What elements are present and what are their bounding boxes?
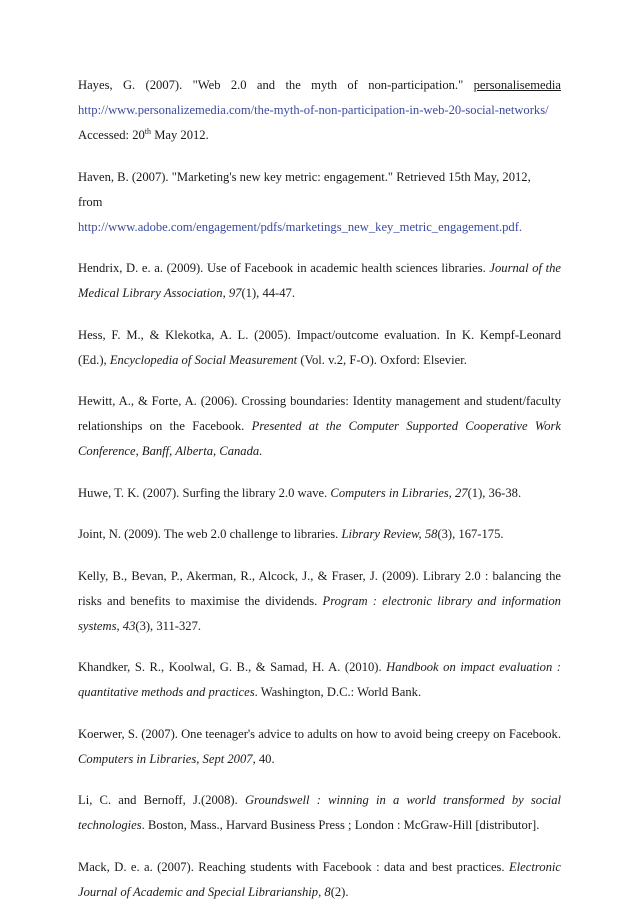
reference-details: (3), 167-175. bbox=[437, 527, 504, 541]
reference-hayes bbox=[78, 73, 561, 148]
reference-book: Groundswell : winning in a world transformed by social technologies bbox=[78, 793, 561, 832]
reference-text: Joint, N. (2009). The web 2.0 challenge to libraries. bbox=[78, 527, 339, 541]
reference-journal: Journal of the Medical Library Association, 97 bbox=[78, 261, 561, 300]
reference-hess bbox=[78, 323, 561, 373]
reference-details: . Washington, D.C.: World Bank. bbox=[254, 685, 422, 699]
reference-journal: Program : electronic library and information systems, 43 bbox=[78, 593, 561, 633]
reference-details: (1), 36-38. bbox=[467, 485, 522, 500]
reference-joint bbox=[78, 522, 561, 547]
reference-text: Haven, B. (2007). "Marketing's new key metric: engagement." Retrieved 15th May, 2012, bbox=[78, 169, 531, 184]
reference-text: Mack, D. e. a. (2007). Reaching students with Facebook : data and best practices. bbox=[78, 859, 505, 874]
reference-venue: Presented at the Computer Supported Cooperative Work Conference, Banff, Alberta, Canada. bbox=[78, 419, 561, 458]
reference-journal: Library Review, 58 bbox=[341, 527, 438, 541]
reference-url-link-cont[interactable]: networks/ bbox=[498, 103, 549, 117]
reference-url-link[interactable]: http://www.adobe.com/engagement/pdfs/marketings_new_key_metric_engagement.pdf. bbox=[78, 219, 523, 234]
reference-title: "Web 2.0 and the myth of non-participation." bbox=[192, 78, 464, 92]
reference-from: from bbox=[78, 194, 103, 209]
reference-journal: Electronic Journal of Academic and Special Librarianship, 8 bbox=[78, 859, 561, 899]
reference-koerwer bbox=[78, 722, 561, 772]
reference-text: Li, C. and Bernoff, J.(2008). bbox=[78, 793, 238, 807]
reference-accessed: Accessed: 20 bbox=[78, 128, 145, 142]
reference-site-link[interactable]: personalisemedia bbox=[473, 78, 562, 92]
reference-khandker bbox=[78, 655, 561, 705]
reference-text: Hendrix, D. e. a. (2009). Use of Facebook in academic health sciences libraries. bbox=[78, 261, 486, 275]
reference-book: Handbook on impact evaluation : quantitative methods and practices bbox=[78, 660, 561, 699]
reference-details: (3), 311-327. bbox=[135, 618, 202, 633]
reference-hendrix bbox=[78, 256, 561, 306]
reference-accessed-sup: th bbox=[144, 127, 152, 136]
reference-list bbox=[78, 73, 561, 921]
reference-hewitt bbox=[78, 389, 561, 464]
reference-text: Kelly, B., Bevan, P., Akerman, R., Alcock, J., & Fraser, J. (2009). Library 2.0 : balancing the risks and benefits to maximise the dividends. bbox=[78, 568, 561, 608]
reference-haven bbox=[78, 165, 561, 240]
reference-details: , 40. bbox=[252, 751, 275, 766]
reference-author-year: Hayes, G. (2007). bbox=[78, 78, 183, 92]
reference-kelly bbox=[78, 564, 561, 639]
reference-details: (Vol. v.2, F-O). Oxford: Elsevier. bbox=[300, 352, 467, 367]
reference-text: Koerwer, S. (2007). One teenager's advice to adults on how to avoid being creepy on Facebook. bbox=[78, 726, 561, 741]
reference-url-link[interactable]: http://www.personalizemedia.com/the-myth-of-non-participation-in-web-20-social- bbox=[78, 103, 499, 117]
reference-details: (1), 44-47. bbox=[241, 286, 295, 300]
reference-text: Hess, F. M., & Klekotka, A. L. (2005). Impact/outcome evaluation. In K. Kempf-Leonard (Ed.), bbox=[78, 327, 561, 367]
reference-text: Hewitt, A., & Forte, A. (2006). Crossing boundaries: Identity management and student/faculty relationships on the Facebook. bbox=[78, 394, 561, 433]
reference-details: . Boston, Mass., Harvard Business Press ; London : McGraw-Hill [distributor]. bbox=[141, 818, 540, 832]
reference-li bbox=[78, 788, 561, 838]
reference-text: Huwe, T. K. (2007). Surfing the library 2.0 wave. bbox=[78, 485, 328, 500]
reference-text: Khandker, S. R., Koolwal, G. B., & Samad, H. A. (2010). bbox=[78, 660, 382, 674]
reference-mack bbox=[78, 855, 561, 905]
reference-journal: Computers in Libraries, Sept 2007 bbox=[78, 751, 253, 766]
reference-accessed-date: May 2012. bbox=[154, 128, 209, 142]
reference-journal: Computers in Libraries, 27 bbox=[330, 485, 468, 500]
reference-book: Encyclopedia of Social Measurement bbox=[109, 352, 298, 367]
reference-huwe bbox=[78, 481, 561, 506]
reference-details: (2). bbox=[330, 884, 349, 899]
